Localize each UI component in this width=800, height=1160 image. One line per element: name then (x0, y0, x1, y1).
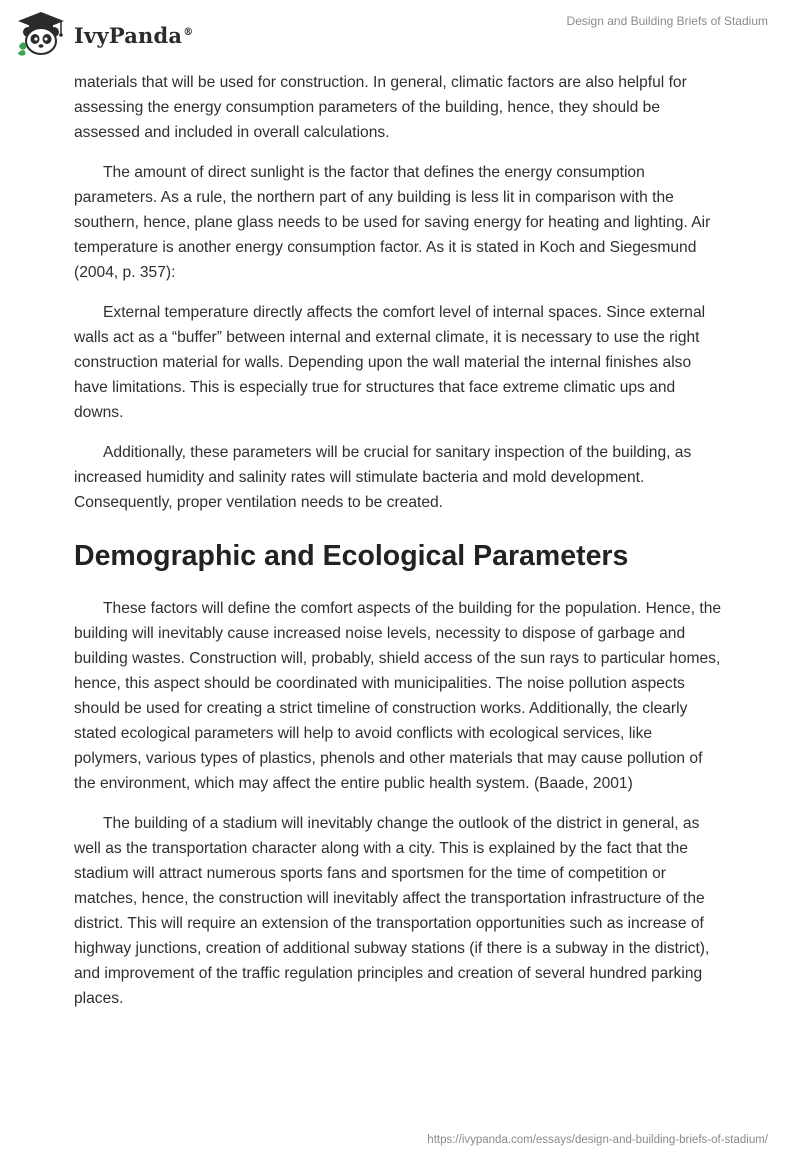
block-quote: External temperature directly affects the comfort level of internal spaces. Since external walls act as a “buffer” between internal and external climate, it is necessary to use the right construction material for walls. Depending upon the wall material the internal finishes also have limitations. This is especially true for structures that face extreme climatic ups and downs. (74, 304, 706, 421)
panda-graduation-cap-icon (16, 10, 66, 56)
brand-name: IvyPanda® (74, 22, 194, 48)
section-heading: Demographic and Ecological Parameters (74, 540, 629, 572)
brand-logo[interactable] (16, 10, 193, 56)
paragraph: These factors will define the comfort aspects of the building for the population. Hence, the building will inevitably cause increased noise levels, necessity to dispose of garbage and building wastes. Construction will, probably, shield access of the sun rays to particular homes, hence, this aspect should be coordinated with municipalities. The noise pollution aspects should be used for creating a strict timeline of construction works. Additionally, the clearly stated ecological parameters will help to avoid conflicts with ecological services, like polymers, various types of plastics, phenols and other materials that may cause pollution of the environment, which may affect the entire public health system. (Baade, 2001) (74, 600, 722, 792)
paragraph: The building of a stadium will inevitably change the outlook of the district in general, as well as the transportation character along with a city. This is explained by the fact that the stadium will attract numerous sports fans and sportsmen for the time of competition or matches, hence, the construction will inevitably affect the transportation infrastructure of the district. This will require an extension of the transportation opportunities such as increase of highway junctions, creation of additional subway stations (if there is a subway in the district), and improvement of the traffic regulation principles and creation of several hundred parking places. (74, 815, 710, 1007)
page-header (0, 0, 800, 72)
paragraph: materials that will be used for construction. In general, climatic factors are also helpful for assessing the energy consumption parameters of the building, hence, they should be assessed and included in overall calculations. (74, 74, 687, 141)
paragraph: The amount of direct sunlight is the factor that defines the energy consumption parameters. As a rule, the northern part of any building is less lit in comparison with the southern, hence, plane glass needs to be used for saving energy for heating and lighting. Air temperature is another energy consumption factor. As it is stated in Koch and Siegesmund (2004, p. 357): (74, 164, 711, 281)
article-body (74, 70, 724, 1026)
paragraph: Additionally, these parameters will be crucial for sanitary inspection of the building, as increased humidity and salinity rates will stimulate bacteria and mold development. Consequently, proper ventilation needs to be created. (74, 444, 692, 511)
source-url[interactable]: https://ivypanda.com/essays/design-and-building-briefs-of-stadium/ (427, 1134, 768, 1146)
document-title: Design and Building Briefs of Stadium (566, 14, 768, 28)
